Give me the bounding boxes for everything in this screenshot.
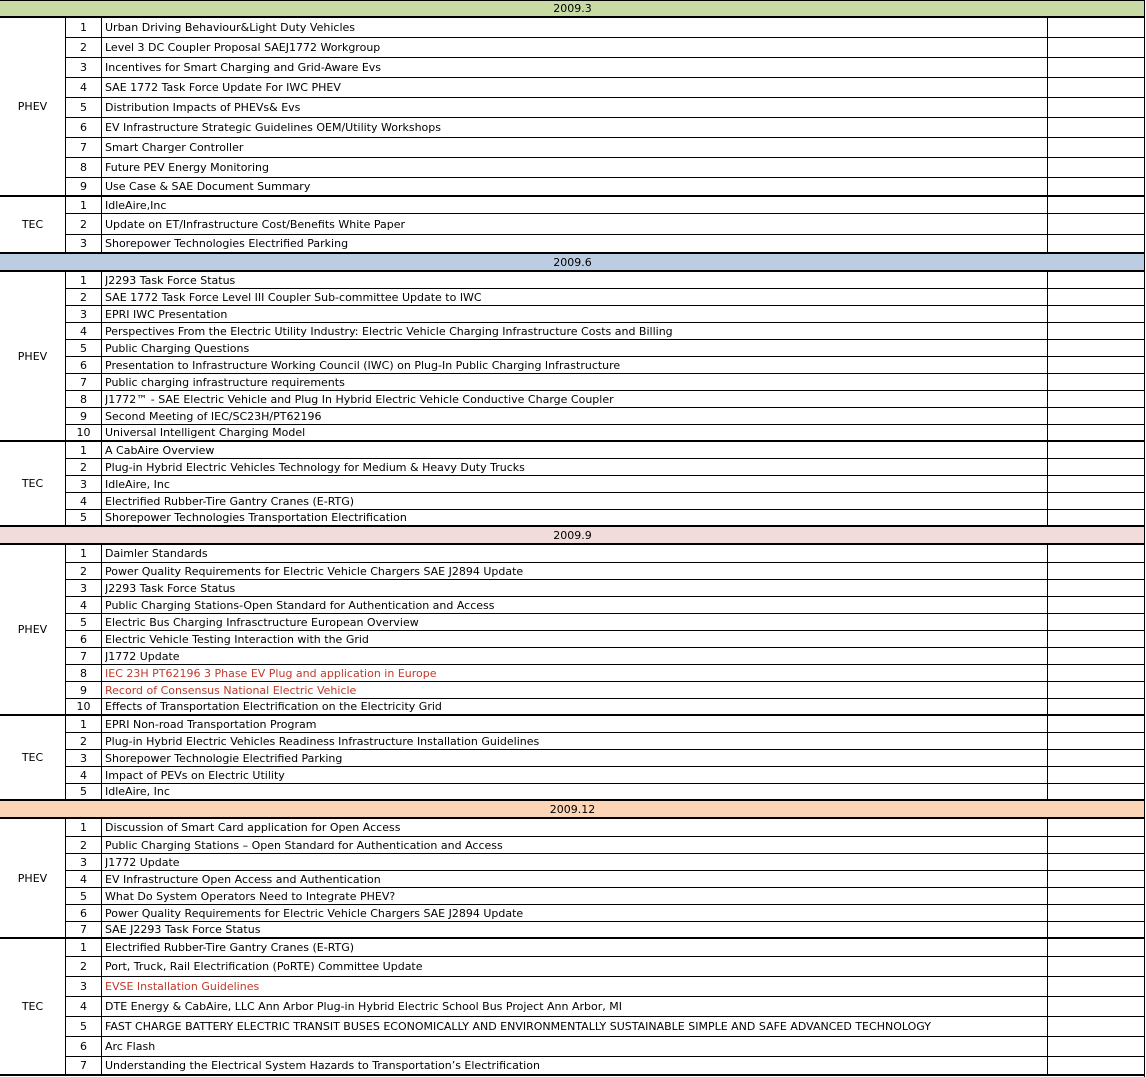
topic-number: 1: [66, 939, 102, 956]
topic-number: 1: [66, 819, 102, 836]
topic-title: What Do System Operators Need to Integrate PHEV?: [105, 889, 396, 903]
topic-number: 1: [66, 545, 102, 562]
topic-number: 7: [66, 1057, 102, 1074]
empty-cell: [1047, 323, 1145, 339]
topic-row: [66, 289, 1145, 306]
topic-title: SAE 1772 Task Force Update For IWC PHEV: [105, 81, 341, 94]
topic-number: 4: [66, 78, 102, 97]
topic-row: [66, 442, 1145, 459]
topic-row: [66, 18, 1145, 38]
empty-cell: [1047, 425, 1145, 440]
empty-cell: [1047, 580, 1145, 596]
empty-cell: [1047, 997, 1145, 1016]
empty-cell: [1047, 854, 1145, 870]
empty-cell: [1047, 682, 1145, 698]
topic-title: Universal Intelligent Charging Model: [105, 426, 306, 439]
topic-title: Public Charging Stations-Open Standard for Authentication and Access: [105, 598, 495, 612]
topic-title: EPRI IWC Presentation: [105, 307, 228, 321]
topic-row: [66, 854, 1145, 871]
empty-cell: [1047, 784, 1145, 799]
topic-row: [66, 767, 1145, 784]
topic-number: 3: [66, 306, 102, 322]
topic-row: [66, 178, 1145, 197]
empty-cell: [1047, 459, 1145, 475]
empty-cell: [1047, 197, 1145, 213]
topic-number: 4: [66, 871, 102, 887]
topic-number: 9: [66, 408, 102, 424]
topic-row: [66, 837, 1145, 854]
topic-title: Urban Driving Behaviour&Light Duty Vehicles: [105, 21, 356, 34]
topic-title: Record of Consensus National Electric Vehicle: [105, 683, 357, 697]
topic-title: Power Quality Requirements for Electric Vehicle Chargers SAE J2894 Update: [105, 564, 524, 578]
empty-cell: [1047, 214, 1145, 234]
topic-number: 6: [66, 357, 102, 373]
topic-number: 7: [66, 648, 102, 664]
empty-cell: [1047, 939, 1145, 956]
topic-number: 5: [66, 888, 102, 904]
period-header: 2009.3: [0, 0, 1145, 18]
topic-title: Incentives for Smart Charging and Grid-Aware Evs: [105, 61, 382, 74]
empty-cell: [1047, 18, 1145, 37]
topic-title: EV Infrastructure Strategic Guidelines OEM/Utility Workshops: [105, 121, 441, 134]
topic-title: Public Charging Stations – Open Standard for Authentication and Access: [105, 838, 503, 852]
empty-cell: [1047, 306, 1145, 322]
topic-title: Level 3 DC Coupler Proposal SAEJ1772 Workgroup: [105, 41, 381, 54]
empty-cell: [1047, 563, 1145, 579]
topic-title: J1772 Update: [105, 855, 180, 869]
group-label: PHEV: [0, 18, 66, 197]
topic-row: [66, 340, 1145, 357]
topic-title: Effects of Transportation Electrification on the Electricity Grid: [105, 700, 442, 713]
empty-cell: [1047, 665, 1145, 681]
empty-cell: [1047, 235, 1145, 252]
topic-title: Daimler Standards: [105, 547, 208, 560]
topic-title: Public charging infrastructure requirements: [105, 375, 345, 389]
topic-row: [66, 306, 1145, 323]
topic-row: [66, 819, 1145, 837]
topic-title: Shorepower Technologies Transportation Electrification: [105, 511, 407, 524]
empty-cell: [1047, 374, 1145, 390]
topic-row: [66, 957, 1145, 977]
empty-cell: [1047, 391, 1145, 407]
empty-cell: [1047, 272, 1145, 288]
group-label: PHEV: [0, 819, 66, 939]
topic-row: [66, 905, 1145, 922]
empty-cell: [1047, 837, 1145, 853]
period-header: 2009.12: [0, 801, 1145, 819]
topic-title: DTE Energy & CabAire, LLC Ann Arbor Plug-in Hybrid Electric School Bus Project Ann Arbor, MI: [105, 1000, 623, 1013]
topic-title: Update on ET/Infrastructure Cost/Benefits White Paper: [105, 217, 405, 231]
topic-row: [66, 459, 1145, 476]
empty-cell: [1047, 733, 1145, 749]
topic-title: Use Case & SAE Document Summary: [105, 180, 311, 193]
topic-title: Electrified Rubber-Tire Gantry Cranes (E-RTG): [105, 941, 355, 954]
empty-cell: [1047, 957, 1145, 976]
topic-title: Future PEV Energy Monitoring: [105, 161, 269, 174]
topic-row: [66, 1057, 1145, 1076]
topic-number: 6: [66, 1037, 102, 1056]
topic-row: [66, 357, 1145, 374]
topic-row: [66, 272, 1145, 289]
topic-number: 2: [66, 837, 102, 853]
empty-cell: [1047, 476, 1145, 492]
empty-cell: [1047, 78, 1145, 97]
topic-title: Smart Charger Controller: [105, 141, 244, 154]
empty-cell: [1047, 977, 1145, 996]
topic-title: EV Infrastructure Open Access and Authentication: [105, 872, 381, 886]
topic-number: 5: [66, 98, 102, 117]
topic-number: 9: [66, 178, 102, 195]
topic-row: [66, 158, 1145, 178]
topic-row: [66, 784, 1145, 801]
topic-row: [66, 682, 1145, 699]
topic-number: 7: [66, 138, 102, 157]
topic-title: Plug-in Hybrid Electric Vehicles Technology for Medium & Heavy Duty Trucks: [105, 460, 525, 474]
topic-row: [66, 58, 1145, 78]
topic-title: Shorepower Technologie Electrified Parking: [105, 751, 343, 765]
topic-row: [66, 665, 1145, 682]
empty-cell: [1047, 442, 1145, 458]
empty-cell: [1047, 614, 1145, 630]
topic-number: 8: [66, 391, 102, 407]
empty-cell: [1047, 1017, 1145, 1036]
topic-number: 6: [66, 118, 102, 137]
topic-title: EVSE Installation Guidelines: [105, 980, 260, 993]
empty-cell: [1047, 98, 1145, 117]
group-label: TEC: [0, 197, 66, 254]
topic-row: [66, 323, 1145, 340]
topic-row: [66, 597, 1145, 614]
empty-cell: [1047, 1057, 1145, 1074]
topic-title: IEC 23H PT62196 3 Phase EV Plug and application in Europe: [105, 666, 437, 680]
topic-number: 2: [66, 289, 102, 305]
topic-row: [66, 118, 1145, 138]
group-label: TEC: [0, 442, 66, 527]
topic-number: 4: [66, 997, 102, 1016]
topic-row: [66, 716, 1145, 733]
topic-number: 4: [66, 597, 102, 613]
topic-row: [66, 493, 1145, 510]
empty-cell: [1047, 138, 1145, 157]
topic-title: Understanding the Electrical System Hazards to Transportation’s Electrification: [105, 1059, 540, 1072]
topic-title: IdleAire, Inc: [105, 785, 170, 798]
period-header: 2009.6: [0, 254, 1145, 272]
topic-title: Plug-in Hybrid Electric Vehicles Readiness Infrastructure Installation Guidelines: [105, 734, 540, 748]
topic-number: 4: [66, 493, 102, 509]
topic-number: 9: [66, 682, 102, 698]
topic-title: J1772 Update: [105, 649, 180, 663]
topic-title: Electric Bus Charging Infrasctructure European Overview: [105, 615, 419, 629]
empty-cell: [1047, 158, 1145, 177]
topic-number: 5: [66, 784, 102, 799]
topic-title: SAE J2293 Task Force Status: [105, 923, 261, 936]
topic-row: [66, 699, 1145, 716]
empty-cell: [1047, 545, 1145, 562]
topic-number: 3: [66, 750, 102, 766]
topic-row: [66, 197, 1145, 214]
topic-row: [66, 631, 1145, 648]
topic-title: Perspectives From the Electric Utility Industry: Electric Vehicle Charging Infrastructure Costs and Billing: [105, 324, 673, 338]
topic-row: [66, 648, 1145, 665]
group-label: TEC: [0, 716, 66, 801]
topic-number: 1: [66, 197, 102, 213]
topic-row: [66, 38, 1145, 58]
topic-title: Public Charging Questions: [105, 341, 250, 355]
topic-row: [66, 614, 1145, 631]
topic-title: Impact of PEVs on Electric Utility: [105, 768, 285, 782]
topic-row: [66, 476, 1145, 493]
empty-cell: [1047, 905, 1145, 921]
topic-number: 2: [66, 459, 102, 475]
empty-cell: [1047, 1037, 1145, 1056]
topic-number: 4: [66, 323, 102, 339]
topic-number: 2: [66, 214, 102, 234]
topic-number: 3: [66, 854, 102, 870]
topic-title: J1772™ - SAE Electric Vehicle and Plug In Hybrid Electric Vehicle Conductive Charge Coupler: [105, 392, 614, 406]
topic-number: 6: [66, 905, 102, 921]
topic-row: [66, 510, 1145, 527]
topic-number: 3: [66, 235, 102, 252]
empty-cell: [1047, 922, 1145, 937]
topic-row: [66, 563, 1145, 580]
topic-title: Port, Truck, Rail Electrification (PoRTE) Committee Update: [105, 960, 423, 973]
topic-number: 3: [66, 58, 102, 77]
topic-row: [66, 78, 1145, 98]
topic-number: 5: [66, 614, 102, 630]
topic-number: 2: [66, 38, 102, 57]
topic-number: 5: [66, 340, 102, 356]
topic-title: Distribution Impacts of PHEVs& Evs: [105, 101, 301, 114]
empty-cell: [1047, 289, 1145, 305]
topic-title: J2293 Task Force Status: [105, 581, 236, 595]
topic-title: Shorepower Technologies Electrified Parking: [105, 237, 349, 250]
group-label: PHEV: [0, 545, 66, 716]
topic-row: [66, 888, 1145, 905]
empty-cell: [1047, 871, 1145, 887]
topic-title: Power Quality Requirements for Electric Vehicle Chargers SAE J2894 Update: [105, 906, 524, 920]
topic-title: Electrified Rubber-Tire Gantry Cranes (E-RTG): [105, 494, 355, 508]
group-label: PHEV: [0, 272, 66, 442]
topic-row: [66, 408, 1145, 425]
topic-number: 2: [66, 957, 102, 976]
topic-title: IdleAire, Inc: [105, 477, 170, 491]
topic-row: [66, 997, 1145, 1017]
topic-row: [66, 425, 1145, 442]
topic-number: 2: [66, 563, 102, 579]
empty-cell: [1047, 767, 1145, 783]
topic-number: 10: [66, 699, 102, 714]
empty-cell: [1047, 58, 1145, 77]
topic-number: 1: [66, 442, 102, 458]
topic-row: [66, 922, 1145, 939]
sheet-right-border: [1144, 0, 1145, 1077]
empty-cell: [1047, 819, 1145, 836]
empty-cell: [1047, 699, 1145, 714]
topic-title: Second Meeting of IEC/SC23H/PT62196: [105, 409, 322, 423]
topic-row: [66, 871, 1145, 888]
topic-number: 2: [66, 733, 102, 749]
topic-title: IdleAire,Inc: [105, 198, 167, 212]
empty-cell: [1047, 178, 1145, 195]
empty-cell: [1047, 340, 1145, 356]
topic-row: [66, 750, 1145, 767]
topic-title: SAE 1772 Task Force Level III Coupler Sub-committee Update to IWC: [105, 290, 482, 304]
topic-number: 1: [66, 272, 102, 288]
topic-number: 10: [66, 425, 102, 440]
group-label: TEC: [0, 939, 66, 1076]
empty-cell: [1047, 357, 1145, 373]
topic-title: FAST CHARGE BATTERY ELECTRIC TRANSIT BUSES ECONOMICALLY AND ENVIRONMENTALLY SUSTAINABLE SIMPLE AND SAFE ADVANCED TECHNOLOGY: [105, 1020, 931, 1033]
empty-cell: [1047, 493, 1145, 509]
empty-cell: [1047, 750, 1145, 766]
topic-row: [66, 138, 1145, 158]
topic-number: 3: [66, 476, 102, 492]
topic-number: 1: [66, 716, 102, 732]
topic-title: J2293 Task Force Status: [105, 273, 236, 287]
topic-row: [66, 98, 1145, 118]
empty-cell: [1047, 888, 1145, 904]
topic-row: [66, 391, 1145, 408]
empty-cell: [1047, 38, 1145, 57]
topic-row: [66, 977, 1145, 997]
topic-row: [66, 1017, 1145, 1037]
topic-row: [66, 733, 1145, 750]
topic-number: 7: [66, 922, 102, 937]
topic-title: Arc Flash: [105, 1040, 156, 1053]
topic-number: 3: [66, 580, 102, 596]
topic-row: [66, 939, 1145, 957]
topic-number: 5: [66, 510, 102, 525]
topic-title: EPRI Non-road Transportation Program: [105, 717, 317, 731]
topic-number: 1: [66, 18, 102, 37]
empty-cell: [1047, 597, 1145, 613]
empty-cell: [1047, 631, 1145, 647]
topic-title: A CabAire Overview: [105, 443, 215, 457]
topic-number: 4: [66, 767, 102, 783]
topic-title: Presentation to Infrastructure Working Council (IWC) on Plug-In Public Charging Infrastructure: [105, 358, 621, 372]
topic-number: 8: [66, 665, 102, 681]
topic-number: 3: [66, 977, 102, 996]
empty-cell: [1047, 510, 1145, 525]
topic-title: Discussion of Smart Card application for Open Access: [105, 821, 401, 834]
empty-cell: [1047, 118, 1145, 137]
topic-number: 5: [66, 1017, 102, 1036]
topic-row: [66, 580, 1145, 597]
empty-cell: [1047, 716, 1145, 732]
topic-row: [66, 1037, 1145, 1057]
empty-cell: [1047, 648, 1145, 664]
topic-number: 8: [66, 158, 102, 177]
topic-row: [66, 235, 1145, 254]
topic-number: 6: [66, 631, 102, 647]
empty-cell: [1047, 408, 1145, 424]
topic-number: 7: [66, 374, 102, 390]
topic-title: Electric Vehicle Testing Interaction with the Grid: [105, 632, 369, 646]
topic-row: [66, 545, 1145, 563]
topic-row: [66, 374, 1145, 391]
topic-row: [66, 214, 1145, 235]
period-header: 2009.9: [0, 527, 1145, 545]
